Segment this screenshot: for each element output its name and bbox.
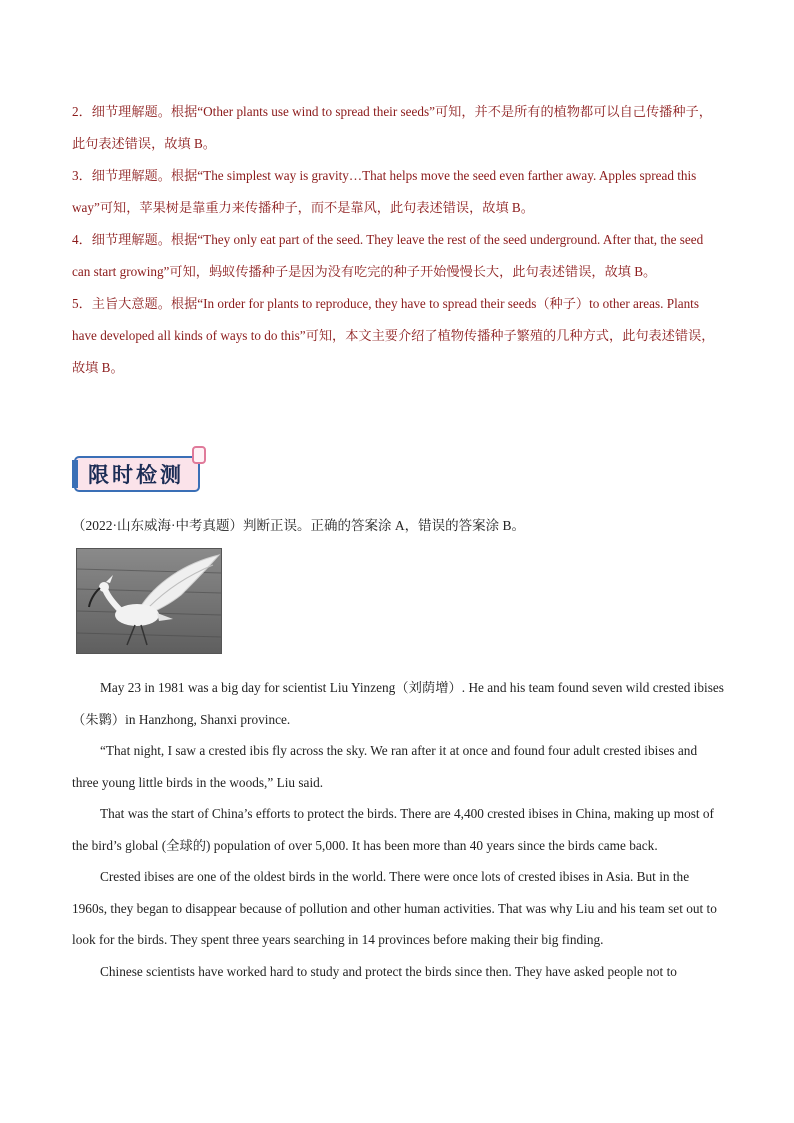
- badge-accent: [72, 460, 78, 488]
- crested-ibis-photo: [76, 548, 222, 654]
- answer-item-4: 4．细节理解题。根据“They only eat part of the seed. They leave the rest of the seed underground. After that, the seed can start growing”可知，蚂蚁传播种子是因为没有吃完的种子开始慢慢长大，此句表述错误，故填 B。: [72, 232, 704, 279]
- passage-paragraph-5: Chinese scientists have worked hard to study and protect the birds since then. They have asked people not to: [100, 963, 677, 979]
- answer-item-3: 3．细节理解题。根据“The simplest way is gravity…That helps move the seed even farther away. Apples spread this way”可知，苹果树是靠重力来传播种子，而不是靠风，此句表述错误，故填 B。: [72, 168, 697, 215]
- section-badge: [74, 452, 208, 494]
- section-title: 限时检测: [88, 463, 184, 487]
- answer-item-5: 5．主旨大意题。根据“In order for plants to reproduce, they have to spread their seeds（种子）to other areas. Plants have developed all kinds of ways to do this”可知，本文主要介绍了植物传播种子繁殖的几种方式，此句表述错误，故填 B。: [72, 296, 715, 375]
- reading-passage: [72, 672, 724, 987]
- question-instruction: （2022·山东威海·中考真题）判断正误。正确的答案涂 A，错误的答案涂 B。: [72, 518, 525, 533]
- passage-paragraph-1: May 23 in 1981 was a big day for scientist Liu Yinzeng（刘荫增）. He and his team found seven wild crested ibises（朱鹮）in Hanzhong, Shanxi province.: [72, 680, 724, 727]
- answer-explanations: [72, 96, 724, 384]
- passage-paragraph-3: That was the start of China’s efforts to protect the birds. There are 4,400 crested ibises in China, making up most of the bird’s global (全球的) population of over 5,000. It has been more than 40 years since the birds came back.: [72, 806, 714, 853]
- answer-item-2: 2．细节理解题。根据“Other plants use wind to spread their seeds”可知，并不是所有的植物都可以自己传播种子，此句表述错误，故填 B。: [72, 104, 712, 151]
- crested-ibis-icon: [77, 549, 222, 654]
- passage-paragraph-2: “That night, I saw a crested ibis fly across the sky. We ran after it at once and found four adult crested ibises and three young little birds in the woods,” Liu said.: [72, 743, 698, 790]
- paperclip-icon: [192, 446, 206, 464]
- passage-paragraph-4: Crested ibises are one of the oldest birds in the world. There were once lots of crested ibises in Asia. But in the 1960s, they began to disappear because of pollution and other human activities. That was why Liu and his team set out to look for the birds. They spent three years searching in 14 provinces before making their big finding.: [72, 869, 717, 947]
